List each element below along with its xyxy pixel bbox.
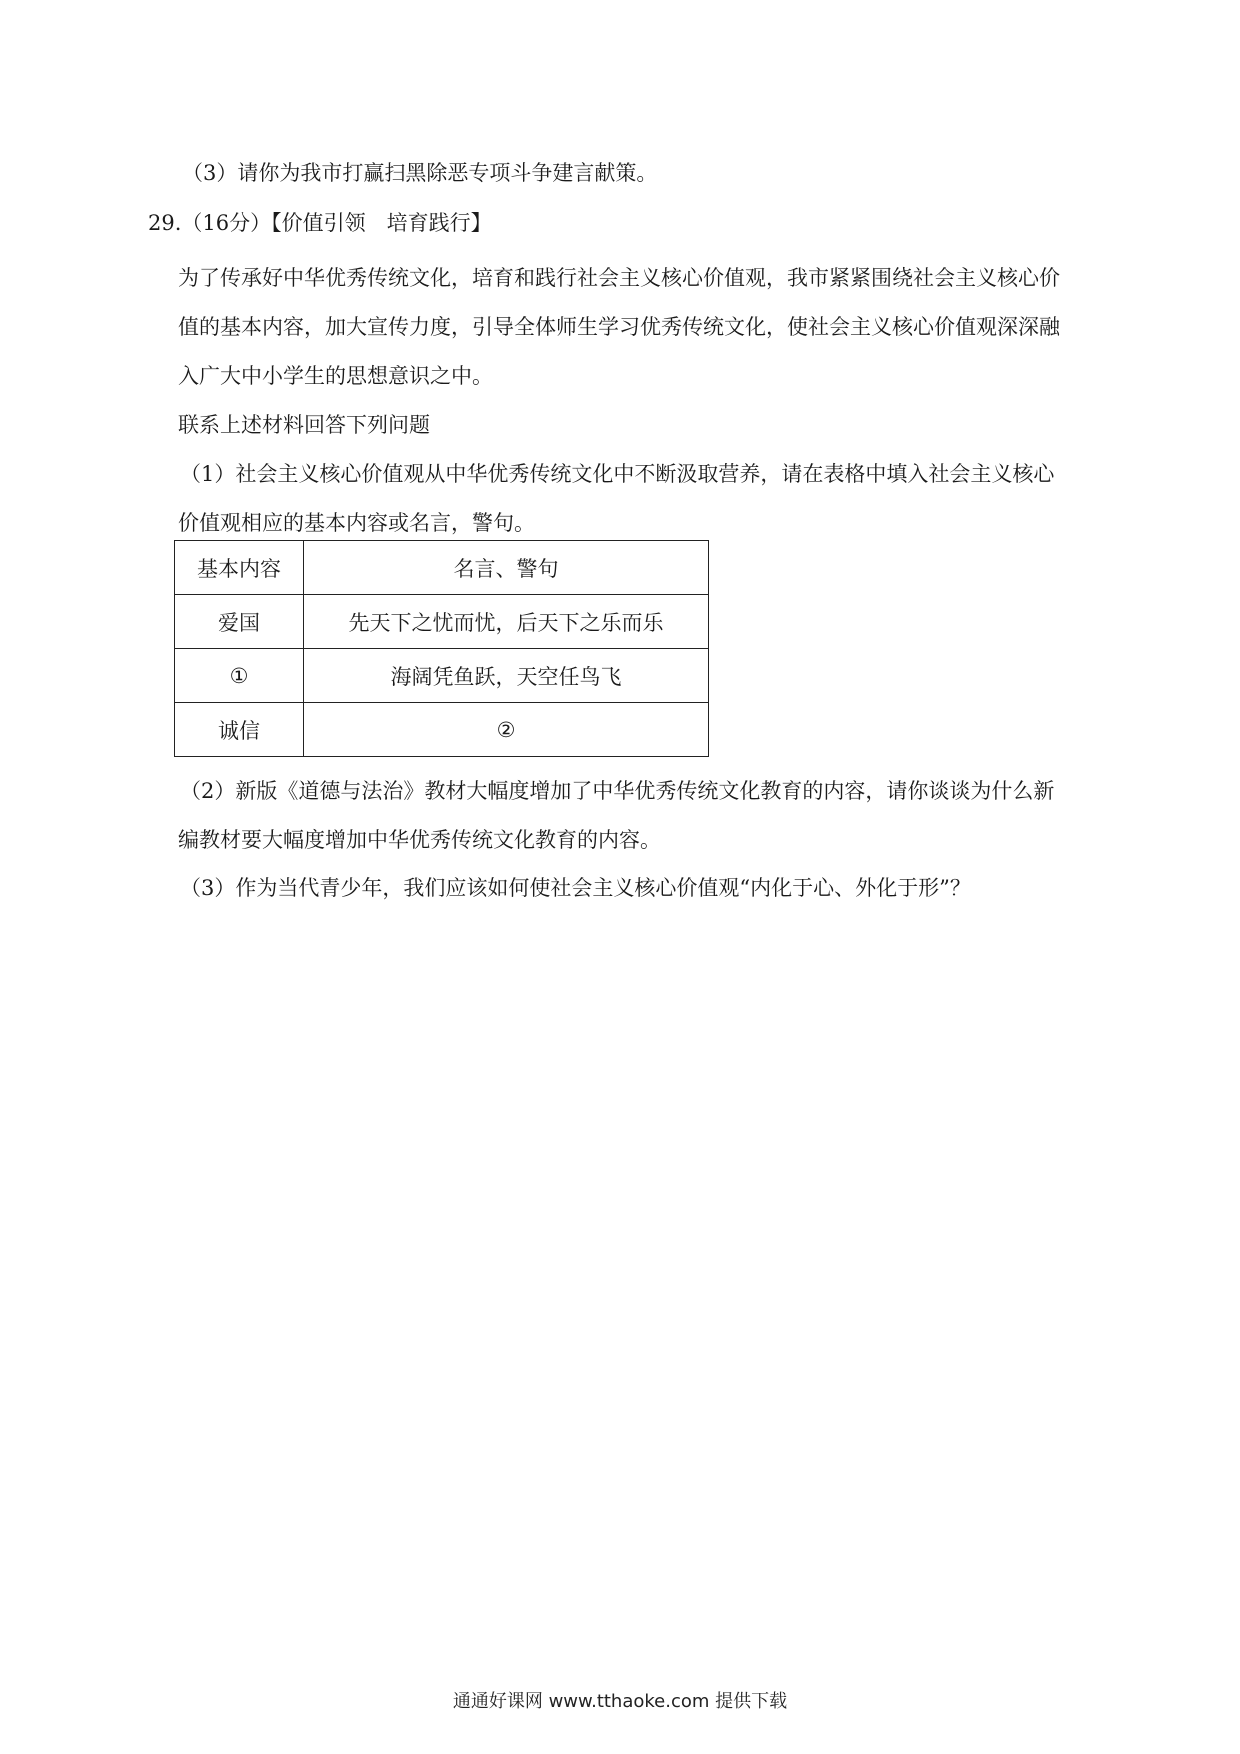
footer-watermark: 通通好课网 www.tthaoke.com 提供下载 <box>452 1691 788 1712</box>
table-cell: ② <box>304 703 709 757</box>
table-row <box>175 649 709 703</box>
question-29-part-2-line-2: 编教材要大幅度增加中华优秀传统文化教育的内容。 <box>178 828 661 852</box>
instruction-text: 联系上述材料回答下列问题 <box>178 413 430 437</box>
question-29-part-2-line-1: （2）新版《道德与法治》教材大幅度增加了中华优秀传统文化教育的内容，请你谈谈为什么新 <box>180 779 1055 803</box>
table-row <box>175 595 709 649</box>
table-cell: 诚信 <box>175 703 304 757</box>
table-cell: 爱国 <box>175 595 304 649</box>
question-29-header: 29.（16分）【价值引领 培育践行】 <box>148 211 492 235</box>
values-table <box>174 540 709 757</box>
table-cell: 海阔凭鱼跃，天空任鸟飞 <box>304 649 709 703</box>
material-line-3: 入广大中小学生的思想意识之中。 <box>178 364 493 388</box>
table-cell: 先天下之忧而忧，后天下之乐而乐 <box>304 595 709 649</box>
question-28-part-3: （3）请你为我市打赢扫黑除恶专项斗争建言献策。 <box>182 161 658 185</box>
table-header-cell: 名言、警句 <box>304 541 709 595</box>
question-29-part-1-line-1: （1）社会主义核心价值观从中华优秀传统文化中不断汲取营养，请在表格中填入社会主义核心 <box>180 462 1055 486</box>
question-29-part-1-line-2: 价值观相应的基本内容或名言，警句。 <box>178 511 535 535</box>
table-cell: ① <box>175 649 304 703</box>
table-header-row <box>175 541 709 595</box>
material-line-2: 值的基本内容，加大宣传力度，引导全体师生学习优秀传统文化，使社会主义核心价值观深深融 <box>178 315 1060 339</box>
table-header-cell: 基本内容 <box>175 541 304 595</box>
material-line-1: 为了传承好中华优秀传统文化，培育和践行社会主义核心价值观，我市紧紧围绕社会主义核心价 <box>178 266 1060 290</box>
question-29-part-3: （3）作为当代青少年，我们应该如何使社会主义核心价值观“内化于心、外化于形”？ <box>180 876 971 900</box>
table-row <box>175 703 709 757</box>
